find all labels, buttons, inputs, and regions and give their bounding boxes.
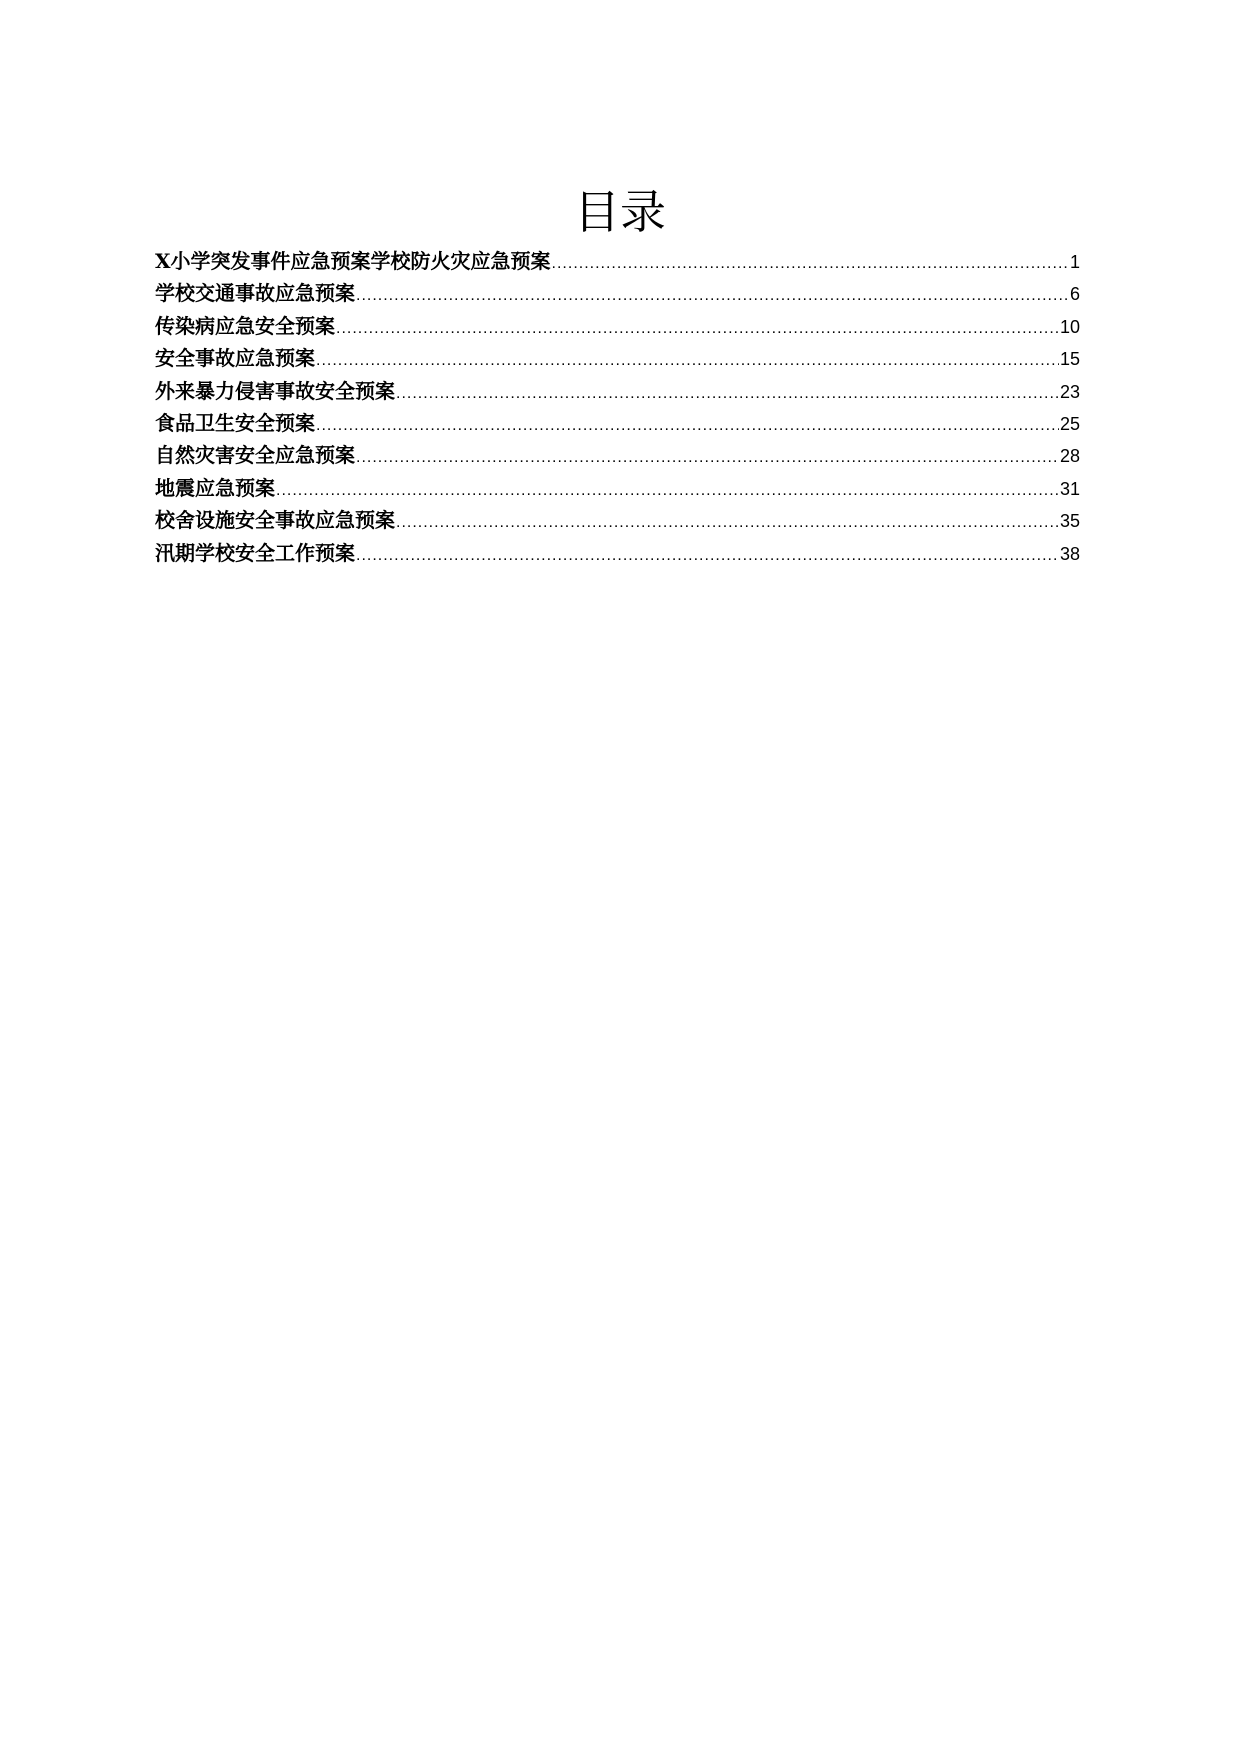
- toc-dot-leader: [316, 410, 1059, 442]
- toc-page-number: 25: [1059, 413, 1080, 434]
- toc-entry-title: 校舍设施安全事故应急预案: [155, 508, 395, 533]
- toc-dot-leader: [276, 475, 1059, 507]
- toc-dot-leader: [356, 540, 1059, 572]
- toc-entry[interactable]: [155, 472, 1080, 504]
- toc-entry-title: 地震应急预案: [155, 475, 275, 500]
- toc-dot-leader: [552, 248, 1069, 280]
- toc-entry[interactable]: [155, 277, 1080, 309]
- toc-entry[interactable]: [155, 310, 1080, 342]
- toc-page-number: 6: [1069, 284, 1080, 305]
- toc-page-number: 15: [1059, 349, 1080, 370]
- toc-dot-leader: [396, 378, 1059, 410]
- toc-entry[interactable]: [155, 375, 1080, 407]
- toc-entry-title: 自然灾害安全应急预案: [155, 443, 355, 468]
- toc-entry-title: 安全事故应急预案: [155, 346, 315, 371]
- toc-entry-title: 外来暴力侵害事故安全预案: [155, 378, 395, 403]
- toc-entry[interactable]: [155, 407, 1080, 439]
- toc-entry[interactable]: [155, 537, 1080, 569]
- table-of-contents: [155, 245, 1080, 569]
- toc-heading: 目录: [574, 185, 666, 239]
- toc-entry-title: 传染病应急安全预案: [155, 313, 335, 338]
- toc-dot-leader: [316, 345, 1059, 377]
- toc-dot-leader: [356, 280, 1069, 312]
- toc-dot-leader: [356, 442, 1059, 474]
- toc-page-number: 35: [1059, 511, 1080, 532]
- toc-dot-leader: [396, 507, 1059, 539]
- toc-entry[interactable]: [155, 504, 1080, 536]
- toc-entry[interactable]: [155, 342, 1080, 374]
- toc-entry-title: 学校交通事故应急预案: [155, 281, 355, 306]
- toc-entry-title: 食品卫生安全预案: [155, 410, 315, 435]
- toc-dot-leader: [336, 313, 1059, 345]
- toc-page-number: 1: [1069, 252, 1080, 272]
- toc-page-number: 10: [1059, 316, 1080, 337]
- toc-page-number: 31: [1059, 478, 1080, 499]
- toc-entry-title: X小学突发事件应急预案学校防火灾应急预案: [155, 249, 551, 273]
- toc-page-number: 28: [1059, 446, 1080, 467]
- toc-page-number: 38: [1059, 543, 1080, 564]
- toc-entry[interactable]: [155, 439, 1080, 471]
- toc-page-number: 23: [1059, 381, 1080, 402]
- toc-entry[interactable]: [155, 245, 1080, 277]
- toc-entry-title: 汛期学校安全工作预案: [155, 540, 355, 565]
